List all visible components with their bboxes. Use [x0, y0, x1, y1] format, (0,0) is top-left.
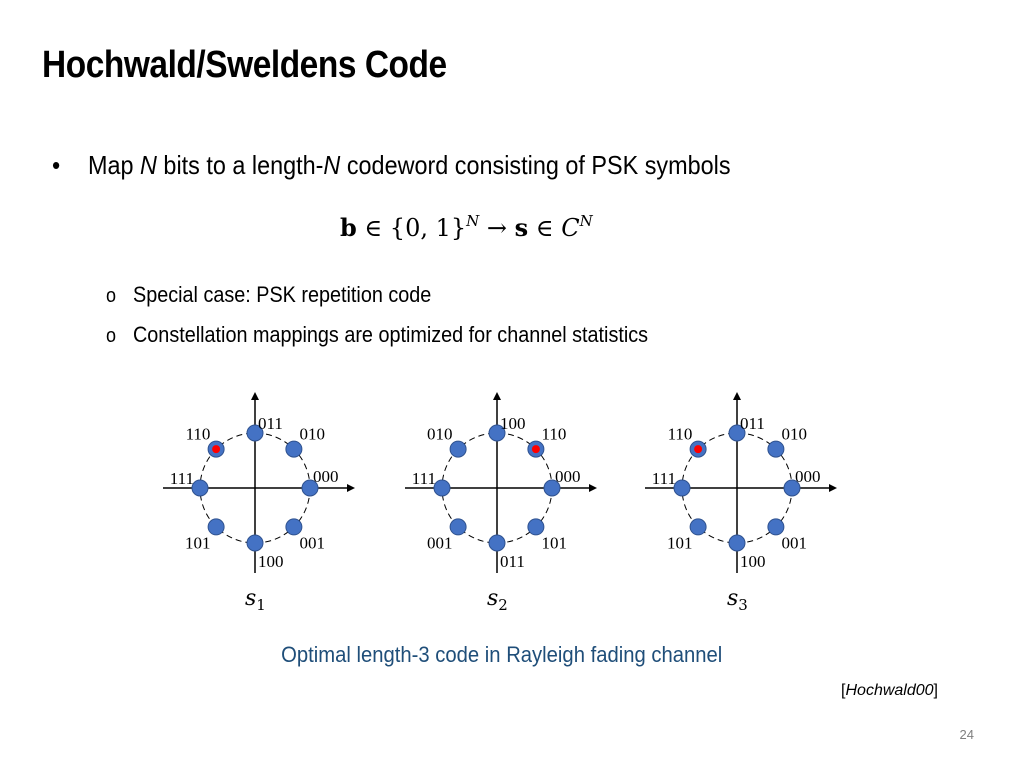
bullet-var-n: N [140, 150, 157, 180]
constellation-point [208, 519, 224, 535]
symbol-name: s [245, 586, 257, 611]
bit-label: 100 [258, 552, 284, 571]
constellation-3 [645, 392, 837, 614]
bit-label: 101 [666, 533, 693, 553]
constellation-point [674, 480, 690, 496]
bit-label: 000 [795, 467, 821, 486]
axis-imag-arrow [733, 392, 741, 400]
axis-imag-arrow [251, 392, 259, 400]
bit-label: 100 [740, 552, 766, 571]
equation-exp-2: N [579, 212, 593, 230]
equation-arrow: → [479, 214, 515, 242]
constellation-1 [163, 392, 355, 614]
equation-s: s [514, 213, 529, 242]
bit-label: 011 [500, 552, 525, 571]
constellation-point [192, 480, 208, 496]
symbol-name: s [487, 586, 499, 611]
constellation-point [690, 519, 706, 535]
bit-label: 110 [667, 424, 693, 444]
equation-set: C [561, 214, 580, 242]
symbol-name: s [727, 586, 739, 611]
bullet-text-prefix: Map [88, 150, 141, 180]
mapping-equation [340, 212, 593, 242]
sub-bullet-special-case [106, 282, 431, 308]
constellation-point [434, 480, 450, 496]
symbol-index: 3 [738, 596, 748, 614]
bit-label: 100 [500, 414, 526, 433]
bit-label: 101 [541, 533, 568, 553]
sub-bullet-constellation [106, 322, 648, 348]
codeword-symbol-label [727, 586, 748, 614]
bullet-text-middle: bits to a length- [156, 150, 324, 180]
bit-label: 000 [313, 467, 339, 486]
bit-label: 110 [185, 424, 211, 444]
constellation-2 [405, 392, 597, 614]
bit-label: 010 [426, 424, 453, 444]
bit-label: 111 [411, 469, 436, 488]
constellation-diagrams [0, 380, 1024, 620]
bit-label: 111 [651, 469, 676, 488]
bit-label: 110 [541, 424, 567, 444]
bullet-text-suffix: codeword consisting of PSK symbols [340, 150, 731, 180]
axis-real-arrow [347, 484, 355, 492]
bit-label: 011 [258, 414, 283, 433]
bit-label: 000 [555, 467, 581, 486]
page-number: 24 [959, 727, 974, 742]
bit-label: 010 [299, 424, 326, 444]
citation [841, 682, 938, 700]
bullet-dot: • [52, 150, 61, 180]
equation-b: b [340, 213, 357, 242]
constellation-point [729, 535, 745, 551]
bullet-var-n-2: N [323, 150, 341, 180]
bit-label: 011 [740, 414, 765, 433]
bit-label: 001 [781, 533, 808, 553]
figure-caption-text: Optimal length-3 code in Rayleigh fading channel [281, 642, 723, 667]
axis-real-arrow [829, 484, 837, 492]
transmitted-symbol-marker [212, 445, 220, 453]
codeword-symbol-label [245, 586, 266, 614]
citation-open: [ [841, 682, 846, 699]
transmitted-symbol-marker [694, 445, 702, 453]
sub-bullet-text: Constellation mappings are optimized for channel statistics [133, 322, 649, 347]
constellation-point [450, 441, 466, 457]
bit-label: 101 [184, 533, 211, 553]
equation-in: ∈ [528, 214, 562, 242]
transmitted-symbol-marker [532, 445, 540, 453]
sub-bullet-marker: o [106, 325, 117, 347]
codeword-symbol-label [487, 586, 508, 614]
constellation-point [489, 535, 505, 551]
symbol-index: 1 [256, 596, 266, 614]
sub-bullet-text: Special case: PSK repetition code [133, 282, 432, 307]
bit-label: 001 [299, 533, 326, 553]
bit-label: 001 [426, 533, 453, 553]
figure-caption [0, 642, 1004, 668]
axis-real-arrow [589, 484, 597, 492]
equation-exp-1: N [466, 212, 480, 230]
citation-close: ] [933, 682, 938, 699]
sub-bullet-marker: o [106, 285, 117, 307]
bit-label: 111 [169, 469, 194, 488]
equation-domain: ∈ {0, 1} [356, 214, 467, 242]
symbol-index: 2 [498, 596, 508, 614]
citation-text: Hochwald00 [845, 682, 934, 699]
bit-label: 010 [781, 424, 808, 444]
axis-imag-arrow [493, 392, 501, 400]
constellation-point [247, 535, 263, 551]
main-bullet [52, 150, 731, 181]
constellation-point [450, 519, 466, 535]
slide-title: Hochwald/Sweldens Code [42, 44, 447, 86]
